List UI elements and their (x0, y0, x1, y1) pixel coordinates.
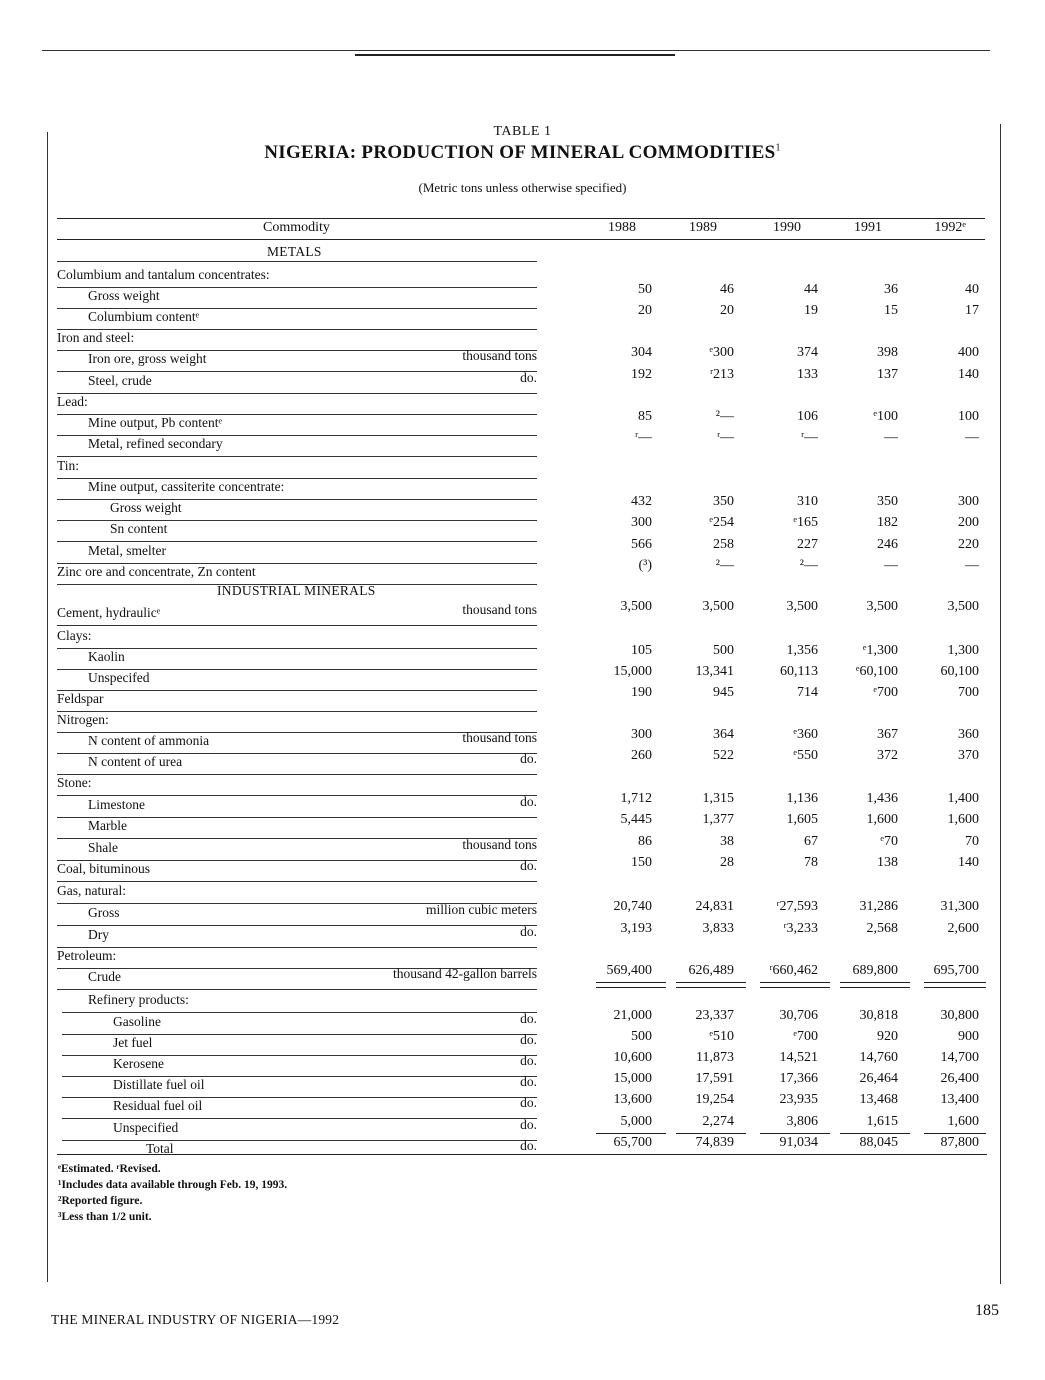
total-rule-1990 (760, 1133, 830, 1134)
row-label: Sn content (110, 521, 168, 536)
row-rule (57, 925, 537, 926)
row-label: Marble (88, 818, 127, 833)
cell-1991: 2,568 (866, 921, 898, 936)
row-unit: do. (520, 1011, 537, 1026)
row-unit: million cubic meters (426, 902, 537, 917)
cell-1989: 46 (720, 282, 734, 297)
cell-1992: 14,700 (940, 1050, 979, 1065)
row-label: Kaolin (88, 649, 125, 664)
cell-1991: 367 (877, 727, 898, 742)
cell-1992: 1,600 (947, 812, 979, 827)
cell-1992: 140 (958, 367, 979, 382)
row-unit: do. (520, 924, 537, 939)
table-row-tin (0, 458, 1045, 480)
column-header-1991: 1991 (854, 220, 882, 235)
cell-1992: 87,800 (940, 1135, 979, 1150)
cell-1992: — (965, 558, 979, 573)
row-rule (62, 1012, 537, 1013)
cell-1989: 19,254 (695, 1092, 734, 1107)
total-rule-1991 (840, 1133, 910, 1134)
cell-1990: ᵉ165 (793, 515, 818, 530)
row-unit: thousand tons (462, 730, 537, 745)
footnote-estimated-revised: ᵉEstimated. ʳRevised. (58, 1163, 161, 1175)
row-label: Shale (88, 840, 118, 855)
cell-1989: 626,489 (688, 963, 734, 978)
cell-1989: ᵉ254 (709, 515, 734, 530)
cell-1991: 13,468 (859, 1092, 898, 1107)
row-label: Coal, bituminous (57, 861, 151, 876)
cell-1990: 1,605 (786, 812, 818, 827)
cell-1991: 1,615 (866, 1114, 898, 1129)
cell-1991: 138 (877, 855, 898, 870)
page-number: 185 (975, 1302, 999, 1319)
cell-1989: ʳ213 (709, 367, 734, 382)
footnote-1: ¹Includes data available through Feb. 19, 1993. (58, 1179, 288, 1191)
cell-1991: 689,800 (852, 963, 898, 978)
cell-1991: 31,286 (859, 899, 898, 914)
cell-1991: 3,500 (866, 599, 898, 614)
cell-1989: ʳ— (716, 430, 734, 445)
row-unit: do. (520, 1095, 537, 1110)
table-title (0, 142, 1045, 164)
cell-1992: 17 (965, 303, 979, 318)
table-row-feldspar (0, 685, 1045, 713)
table-row-zinc-ore-and-concentrate-zn-content (0, 558, 1045, 586)
cell-1988: 20 (638, 303, 652, 318)
row-rule (57, 989, 537, 990)
cell-1990: 17,366 (779, 1071, 818, 1086)
cell-1991: — (884, 430, 898, 445)
footnote-3: ³Less than 1/2 unit. (58, 1211, 152, 1223)
cell-1990: 19 (804, 303, 818, 318)
cell-1991: 920 (877, 1029, 898, 1044)
row-label: Kerosene (113, 1056, 164, 1071)
cell-1988: 300 (631, 515, 652, 530)
row-label: Metal, smelter (88, 543, 166, 558)
cell-1992: 70 (965, 834, 979, 849)
row-rule (57, 584, 537, 585)
section-heading-industrial-minerals: INDUSTRIAL MINERALS (217, 583, 376, 598)
row-unit: do. (520, 370, 537, 385)
cell-1988: (³) (638, 558, 652, 573)
row-label: Refinery products: (88, 992, 189, 1007)
cell-1992: 695,700 (933, 963, 979, 978)
cell-1992: 60,100 (940, 664, 979, 679)
cell-1990: 30,706 (779, 1008, 818, 1023)
cell-1991: ᵉ700 (873, 685, 898, 700)
row-rule (57, 881, 537, 882)
row-label: Mine output, Pb contentᵉ (88, 415, 222, 430)
row-unit: thousand tons (462, 348, 537, 363)
cell-1988: 566 (631, 537, 652, 552)
cell-1989: 2,274 (702, 1114, 734, 1129)
footnote-2: ²Reported figure. (58, 1195, 143, 1207)
cell-1990: ʳ3,233 (783, 921, 818, 936)
row-label: Limestone (88, 797, 145, 812)
row-rule (57, 625, 537, 626)
cell-1992: 370 (958, 748, 979, 763)
row-rule (57, 371, 537, 372)
row-label: Unspecifed (88, 670, 150, 685)
cell-1990: ʳ660,462 (769, 963, 818, 978)
crude-double-rule-1989 (676, 982, 746, 988)
cell-1989: ᵉ510 (709, 1029, 734, 1044)
row-label: Stone: (57, 775, 92, 790)
cell-1991: 350 (877, 494, 898, 509)
cell-1990: 44 (804, 282, 818, 297)
row-label: Lead: (57, 394, 88, 409)
cell-1992: 900 (958, 1029, 979, 1044)
table-row-steel-crude (0, 367, 1045, 395)
table-row-coal-bituminous (0, 855, 1045, 883)
row-label: Dry (88, 927, 109, 942)
row-label: Cement, hydraulicᵉ (57, 605, 161, 620)
cell-1991: ᵉ60,100 (855, 664, 898, 679)
column-header-1988: 1988 (608, 220, 636, 235)
cell-1992: 700 (958, 685, 979, 700)
cell-1988: 192 (631, 367, 652, 382)
cell-1990: 374 (797, 345, 818, 360)
cell-1991: 182 (877, 515, 898, 530)
cell-1992: 31,300 (940, 899, 979, 914)
table-subtitle: (Metric tons unless otherwise specified) (418, 180, 627, 195)
cell-1991: 372 (877, 748, 898, 763)
cell-1992: 1,300 (947, 643, 979, 658)
cell-1991: 1,600 (866, 812, 898, 827)
row-label: Iron and steel: (57, 330, 135, 345)
cell-1988: 20,740 (613, 899, 652, 914)
cell-1991: ᵉ70 (880, 834, 898, 849)
cell-1988: 50 (638, 282, 652, 297)
cell-1989: 945 (713, 685, 734, 700)
table-row-n-content-of-urea (0, 748, 1045, 776)
crude-double-rule-1990 (760, 982, 830, 988)
cell-1990: 3,806 (786, 1114, 818, 1129)
cell-1992: 40 (965, 282, 979, 297)
row-label: Gross (88, 905, 120, 920)
row-label: Feldspar (57, 691, 104, 706)
row-unit: do. (520, 1053, 537, 1068)
cell-1988: 1,712 (620, 791, 652, 806)
cell-1991: ᵉ1,300 (862, 643, 898, 658)
table-row-columbium-content (0, 303, 1045, 331)
cell-1991: — (884, 558, 898, 573)
column-header-1990: 1990 (773, 220, 801, 235)
cell-1989: ²— (715, 409, 734, 424)
cell-1990: 1,136 (786, 791, 818, 806)
cell-1988: 105 (631, 643, 652, 658)
cell-1989: 364 (713, 727, 734, 742)
cell-1990: 133 (797, 367, 818, 382)
row-label: Petroleum: (57, 948, 117, 963)
row-label: Tin: (57, 458, 80, 473)
row-label: Crude (88, 969, 121, 984)
cell-1991: ᵉ100 (873, 409, 898, 424)
cell-1992: 140 (958, 855, 979, 870)
cell-1988: 304 (631, 345, 652, 360)
cell-1988: 65,700 (613, 1135, 652, 1150)
cell-1988: 190 (631, 685, 652, 700)
cell-1990: 3,500 (786, 599, 818, 614)
row-unit: do. (520, 1138, 537, 1153)
row-unit: do. (520, 1074, 537, 1089)
cell-1991: 88,045 (859, 1135, 898, 1150)
table-bottom-rule (57, 1154, 987, 1155)
header-rule-bottom (57, 239, 985, 240)
cell-1992: — (965, 430, 979, 445)
cell-1991: 30,818 (859, 1008, 898, 1023)
cell-1990: 91,034 (779, 1135, 818, 1150)
column-header-1989: 1989 (689, 220, 717, 235)
table-row-dry (0, 921, 1045, 949)
row-label: Steel, crude (88, 373, 152, 388)
cell-1992: 300 (958, 494, 979, 509)
row-unit: do. (520, 751, 537, 766)
row-label: Zinc ore and concentrate, Zn content (57, 564, 256, 579)
top-rule-accent (355, 54, 675, 56)
crude-double-rule-1992 (924, 982, 986, 988)
row-label: Jet fuel (113, 1035, 153, 1050)
row-label: Gasoline (113, 1014, 161, 1029)
cell-1990: 1,356 (786, 643, 818, 658)
cell-1989: 74,839 (695, 1135, 734, 1150)
row-label: Nitrogen: (57, 712, 109, 727)
total-rule-1992 (924, 1133, 986, 1134)
cell-1988: 260 (631, 748, 652, 763)
cell-1989: 38 (720, 834, 734, 849)
cell-1989: 350 (713, 494, 734, 509)
table-row-metal-refined-secondary (0, 430, 1045, 458)
row-label: Distillate fuel oil (113, 1077, 205, 1092)
row-label: Gross weight (88, 288, 160, 303)
table-label: TABLE 1 (493, 124, 552, 139)
cell-1989: 500 (713, 643, 734, 658)
cell-1990: 23,935 (779, 1092, 818, 1107)
row-rule (62, 1118, 537, 1119)
cell-1992: 100 (958, 409, 979, 424)
cell-1990: ᵉ700 (793, 1029, 818, 1044)
cell-1988: 13,600 (613, 1092, 652, 1107)
cell-1989: 11,873 (696, 1050, 734, 1065)
cell-1991: 246 (877, 537, 898, 552)
cell-1990: 60,113 (780, 664, 818, 679)
row-label: N content of ammonia (88, 733, 210, 748)
cell-1990: 227 (797, 537, 818, 552)
cell-1992: 1,600 (947, 1114, 979, 1129)
cell-1989: 24,831 (695, 899, 734, 914)
cell-1988: 5,445 (620, 812, 652, 827)
row-label: Unspecified (113, 1120, 179, 1135)
cell-1991: 15 (884, 303, 898, 318)
cell-1992: 13,400 (940, 1092, 979, 1107)
cell-1988: 15,000 (613, 1071, 652, 1086)
table-row-cement-hydraulic (0, 599, 1045, 627)
cell-1992: 220 (958, 537, 979, 552)
column-header-1992: 1992ᵉ (934, 220, 966, 235)
table-title-text: NIGERIA: PRODUCTION OF MINERAL COMMODITIES (264, 142, 776, 163)
row-label: Residual fuel oil (113, 1098, 203, 1113)
cell-1992: 200 (958, 515, 979, 530)
cell-1988: 10,600 (613, 1050, 652, 1065)
header-rule-top (57, 218, 985, 219)
cell-1990: ʳ27,593 (776, 899, 818, 914)
row-label: N content of urea (88, 754, 183, 769)
column-header-commodity: Commodity (263, 220, 330, 235)
cell-1992: 3,500 (947, 599, 979, 614)
cell-1989: 258 (713, 537, 734, 552)
row-label: Columbium and tantalum concentrates: (57, 267, 270, 282)
crude-double-rule-1988 (596, 982, 666, 988)
cell-1988: 3,193 (620, 921, 652, 936)
cell-1989: 1,315 (702, 791, 734, 806)
row-label: Columbium contentᵉ (88, 309, 200, 324)
total-rule-1989 (676, 1133, 746, 1134)
table-title-footnote-ref: 1 (775, 142, 781, 154)
cell-1989: 3,500 (702, 599, 734, 614)
top-rule (42, 50, 990, 51)
row-unit: do. (520, 858, 537, 873)
row-unit: do. (520, 1032, 537, 1047)
running-title: THE MINERAL INDUSTRY OF NIGERIA—1992 (51, 1312, 340, 1327)
row-rule (57, 795, 537, 796)
cell-1991: 137 (877, 367, 898, 382)
cell-1988: 86 (638, 834, 652, 849)
cell-1989: 13,341 (695, 664, 734, 679)
cell-1990: 78 (804, 855, 818, 870)
row-label: Total (146, 1141, 174, 1156)
row-label: Mine output, cassiterite concentrate: (88, 479, 285, 494)
cell-1989: 20 (720, 303, 734, 318)
cell-1988: 500 (631, 1029, 652, 1044)
cell-1988: 85 (638, 409, 652, 424)
row-unit: do. (520, 1117, 537, 1132)
cell-1989: 17,591 (695, 1071, 734, 1086)
cell-1992: 30,800 (940, 1008, 979, 1023)
crude-double-rule-1991 (840, 982, 910, 988)
cell-1988: 569,400 (606, 963, 652, 978)
row-unit: thousand tons (462, 837, 537, 852)
cell-1991: 398 (877, 345, 898, 360)
cell-1991: 1,436 (866, 791, 898, 806)
cell-1989: 23,337 (695, 1008, 734, 1023)
cell-1988: 300 (631, 727, 652, 742)
row-label: Gross weight (110, 500, 182, 515)
cell-1992: 26,400 (940, 1071, 979, 1086)
section-heading-metals: METALS (267, 244, 322, 259)
cell-1990: ʳ— (800, 430, 818, 445)
row-label: Metal, refined secondary (88, 436, 223, 451)
cell-1990: ²— (799, 558, 818, 573)
section-rule-metals (57, 261, 537, 262)
row-unit: thousand 42-gallon barrels (393, 966, 537, 981)
cell-1988: 3,500 (620, 599, 652, 614)
cell-1988: ʳ— (634, 430, 652, 445)
cell-1990: 310 (797, 494, 818, 509)
cell-1990: 67 (804, 834, 818, 849)
cell-1989: 522 (713, 748, 734, 763)
total-rule-1988 (596, 1133, 666, 1134)
cell-1990: 106 (797, 409, 818, 424)
cell-1991: 26,464 (859, 1071, 898, 1086)
cell-1988: 5,000 (620, 1114, 652, 1129)
row-label: Gas, natural: (57, 883, 126, 898)
cell-1991: 14,760 (859, 1050, 898, 1065)
row-rule (57, 456, 537, 457)
cell-1989: ᵉ300 (709, 345, 734, 360)
cell-1988: 150 (631, 855, 652, 870)
cell-1988: 21,000 (613, 1008, 652, 1023)
cell-1988: 15,000 (613, 664, 652, 679)
row-unit: do. (520, 794, 537, 809)
cell-1992: 1,400 (947, 791, 979, 806)
cell-1989: 28 (720, 855, 734, 870)
cell-1989: ²— (715, 558, 734, 573)
cell-1992: 2,600 (947, 921, 979, 936)
cell-1991: 36 (884, 282, 898, 297)
row-label: Clays: (57, 628, 92, 643)
cell-1990: 714 (797, 685, 818, 700)
cell-1988: 432 (631, 494, 652, 509)
cell-1992: 360 (958, 727, 979, 742)
cell-1992: 400 (958, 345, 979, 360)
row-unit: thousand tons (462, 602, 537, 617)
cell-1989: 3,833 (702, 921, 734, 936)
cell-1990: ᵉ360 (793, 727, 818, 742)
row-rule (57, 541, 537, 542)
cell-1989: 1,377 (702, 812, 734, 827)
cell-1990: ᵉ550 (793, 748, 818, 763)
table-row-total (0, 1135, 1045, 1163)
cell-1990: 14,521 (779, 1050, 818, 1065)
row-label: Iron ore, gross weight (88, 351, 207, 366)
